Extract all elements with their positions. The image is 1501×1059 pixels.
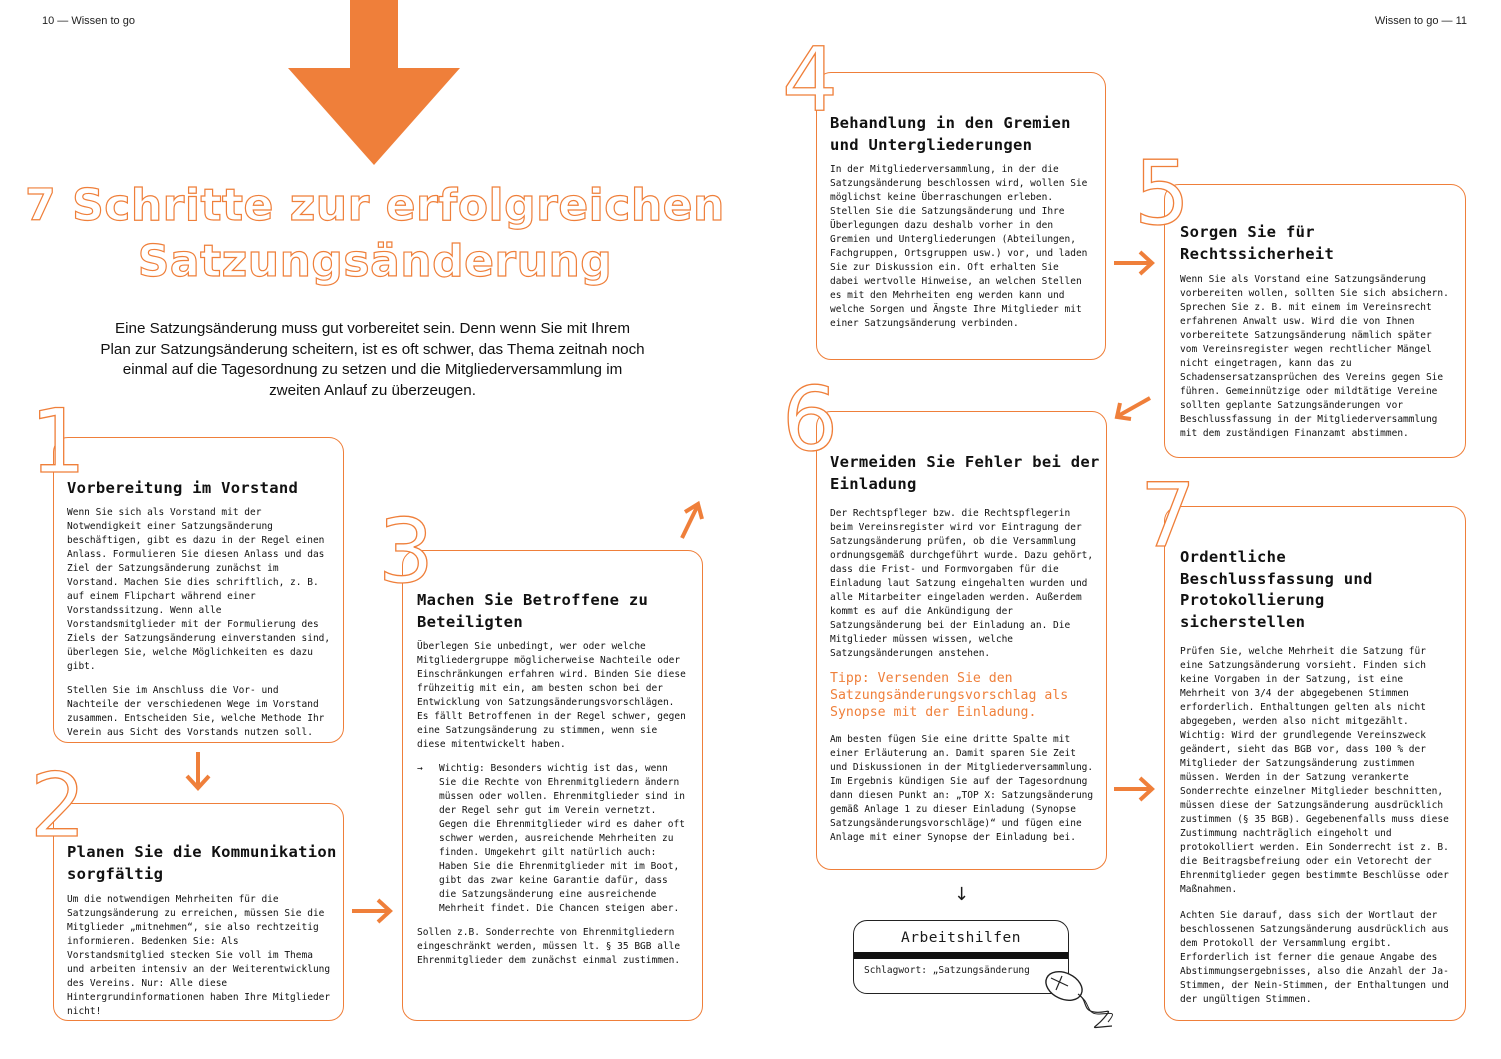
step-5-number: 5 [1134, 142, 1190, 245]
page-title-line-1: 7 Schritte zur erfolgreichen [25, 180, 725, 231]
step-1-number: 1 [30, 390, 86, 493]
arbeitshilfen-keyword: Schlagwort: „Satzungsänderung [864, 965, 1030, 976]
step-1-body [67, 506, 332, 750]
page-title-line-2: Satzungsänderung [137, 236, 613, 287]
step-3-body [417, 640, 690, 978]
computer-mouse-icon [1042, 966, 1122, 1032]
step-7-paragraph-2: Achten Sie darauf, dass sich der Wortlaut der beschlossenen Satzungsänderung ausdrücklich aus dem Protokoll der Versammlung ergibt. Erforderlich ist ferner die genaue Angabe des Abstimmungsergebnisses, also die Anzahl der Ja-Stimmen, der Nein-Stimmen, der Enthaltungen und der ungültigen Stimmen. [1180, 910, 1449, 1005]
step-3-paragraph-2: Sollen z.B. Sonderrechte von Ehrenmitgliedern eingeschränkt werden, müssen lt. § 35 BGB alle Ehrenmitglieder dem zunächst einmal zustimmen. [417, 927, 681, 966]
step-5-paragraph-1: Wenn Sie als Vorstand eine Satzungsänderung vorbereiten wollen, sollten Sie sich absichern. Sprechen Sie z. B. mit einem im Vereinsrecht erfahrenen Anwalt usw. Wird die von Ihnen vorbereitete Satzungsänderung nämlich später vom Vereinsregister wegen rechtlicher Mängel nicht eingetragen, kann das zu Schadensersatzansprüchen des Vereins gegen Sie führen. Gemeinnützige oder mildtätige Vereine sollten geplante Satzungsänderungen vor Beschlussfassung in der Mitgliederversammlung mit dem zuständigen Finanzamt abstimmen. [1180, 274, 1449, 439]
arrow-right-icon [352, 898, 394, 924]
step-2-number: 2 [30, 754, 86, 857]
arbeitshilfen-box[interactable] [853, 920, 1069, 994]
step-6-body-2 [830, 733, 1095, 855]
step-4-number: 4 [782, 28, 838, 131]
bullet-arrow-icon: → [417, 763, 423, 774]
arrow-down-left-icon [1112, 394, 1154, 422]
arbeitshilfen-title: Arbeitshilfen [901, 930, 1021, 946]
step-4-paragraph-1: In der Mitgliederversammlung, in der die Satzungsänderung beschlossen wird, wollen Sie möglichst keine Überraschungen erleben. Stellen Sie die Satzungsänderung und Ihre Überlegungen dazu deshalb vorher in den Gremien und Untergliederungen (Abteilungen, Fachgruppen, Ortsgruppen usw.) vor, und laden Sie zur Diskussion ein. Oft erhalten Sie dabei wertvolle Hinweise, an welchen Stellen es mit den Mehrheiten eng werden kann und welche Sorgen und Ängste Ihre Mitglieder mit einer Satzungsänderung verbinden. [830, 164, 1088, 329]
step-6-body [830, 507, 1095, 671]
arbeitshilfen-divider [854, 952, 1068, 959]
big-down-arrow-icon [288, 0, 460, 168]
step-6-paragraph-2: Am besten fügen Sie eine dritte Spalte mit einer Erläuterung an. Damit sparen Sie Zeit und Diskussionen in der Mitgliederversammlung. Im Ergebnis kündigen Sie auf der Tagesordnung dann diesen Punkt an: „TOP X: Satzungsänderung gemäß Anlage 1 zu dieser Einladung (Synopse Satzungsänderungsvorschläge)“ und fügen eine Anlage mit einer Synopse der Einladung bei. [830, 734, 1094, 843]
step-2-body [67, 893, 332, 1029]
step-5-body [1180, 273, 1453, 451]
step-7-heading: Ordentliche Beschlussfassung und Protokollierung sicherstellen [1180, 548, 1373, 631]
arbeitshilfen-down-arrow-icon: ↓ [954, 884, 970, 905]
step-7-paragraph-1: Prüfen Sie, welche Mehrheit die Satzung für eine Satzungsänderung vorsieht. Finden sich keine Vorgaben in der Satzung, ist eine Mehrheit von 3/4 der abgegebenen Stimmen erforderlich. Enthaltungen gelten als nicht abgegeben, werden also nicht mitgezählt. Wichtig: Wird der grundlegende Vereinszweck geändert, sieht das BGB vor, dass 100 % der Mitglieder der Satzungsänderung zustimmen müssen. Werden in der Satzung verankerte Sonderrechte einzelner Mitglieder beschnitten, müssen diese der Satzungsänderung ausdrücklich zustimmen (§ 35 BGB). Gegebenenfalls muss diese Zustimmung nachträglich eingeholt und protokolliert werden. Ein Sonderrecht ist z. B. die Beitragsbefreiung oder ein Vetorecht der Ehrenmitglieder gegen bestimmte Beschlüsse oder Maßnahmen. [1180, 646, 1449, 895]
step-6-paragraph-1: Der Rechtspfleger bzw. die Rechtspflegerin beim Vereinsregister wird vor Eintragung der Satzungsänderung prüfen, ob die Versammlung ordnungsgemäß durchgeführt wurde. Dazu gehört, dass die Frist- und Formvorgaben für die Einladung laut Satzung eingehalten wurden und alle Mitarbeiter eingeladen werden. Außerdem kommt es auf die Ankündigung der Satzungsänderung bei der Einladung an. Die Mitglieder müssen wissen, welche Satzungsänderungen anstehen. [830, 508, 1094, 659]
step-1-heading: Vorbereitung im Vorstand [67, 479, 299, 497]
step-3-number: 3 [378, 500, 434, 603]
step-2-heading: Planen Sie die Kommunikation sorgfältig [67, 843, 337, 883]
step-3-paragraph-1: Überlegen Sie unbedingt, wer oder welche Mitgliedergruppe möglicherweise Nachteile oder Einschränkungen erfahren wird. Binden Sie diese frühzeitig mit ein, am besten schon bei der Entwicklung von Satzungsänderungsvorschlägen. Es fällt Betroffenen in der Regel schwer, gegen eine Satzungsänderung zu stimmen, wenn sie diese mitentwickelt haben. [417, 641, 686, 750]
page-number-right: Wissen to go — 11 [1374, 15, 1467, 27]
step-6-number: 6 [782, 368, 838, 471]
step-6-heading: Vermeiden Sie Fehler bei der Einladung [830, 453, 1100, 493]
step-1-paragraph-2: Stellen Sie im Anschluss die Vor- und Nachteile der verschiedenen Wege im Vorstand zusammen. Entscheiden Sie, welche Methode Ihr Verein aus Sicht des Vorstands nutzen soll. [67, 685, 325, 738]
step-2-paragraph-1: Um die notwendigen Mehrheiten für die Satzungsänderung zu erreichen, müssen Sie die Mitglieder „mitnehmen“, sie also rechtzeitig informieren. Bedenken Sie: Als Vorstandsmitglied stecken Sie voll im Thema und arbeiten intensiv an der Weiterentwicklung des Vereins. Nur: Alle diese Hintergrundinformationen haben Ihre Mitglieder nicht! [67, 894, 331, 1017]
step-3-bullet-text: Wichtig: Besonders wichtig ist das, wenn Sie die Rechte von Ehrenmitgliedern ändern müssen oder wollen. Ehrenmitglieder sind in der Regel sehr gut im Verein vernetzt. Gegen die Ehrenmitglieder wird es daher oft schwer werden, ausreichende Mehrheiten zu finden. Umgekehrt gilt natürlich auch: Haben Sie die Ehrenmitglieder mit im Boot, gibt das zwar keine Garantie dafür, dass die Satzungsänderung eine ausreichende Mehrheit findet. Die Chancen steigen aber. [439, 763, 685, 914]
step-4-body [830, 163, 1093, 341]
step-5-heading: Sorgen Sie für Rechtssicherheit [1180, 223, 1335, 263]
arrow-right-icon [1114, 776, 1156, 802]
page-number-left: 10 — Wissen to go [42, 15, 135, 27]
arrow-down-icon [185, 752, 211, 792]
step-7-body [1180, 645, 1453, 1017]
step-1-paragraph-1: Wenn Sie sich als Vorstand mit der Notwendigkeit einer Satzungsänderung beschäftigen, gibt es dazu in der Regel einen Anlass. Formulieren Sie diesen Anlass und das Ziel der Satzungsänderung zunächst im Vorstand. Machen Sie dies schriftlich, z. B. auf einem Flipchart während einer Vorstandssitzung. Wenn alle Vorstandsmitglieder mit der Formulierung des Ziels der Satzungsänderung einverstanden sind, überlegen Sie, welche Möglichkeiten es dazu gibt. [67, 507, 331, 672]
arrow-right-icon [1114, 250, 1156, 276]
intro-text: Eine Satzungsänderung muss gut vorbereitet sein. Denn wenn Sie mit Ihrem Plan zur Satzungsänderung scheitern, ist es oft schwer, das Thema zeitnah noch einmal auf die Tagesordnung zu setzen und die Mitgliederversammlung im zweiten Anlauf zu überzeugen. [100, 320, 645, 399]
page-title [20, 178, 730, 290]
step-4-heading: Behandlung in den Gremien und Untergliederungen [830, 114, 1071, 154]
step-3-bullet [417, 762, 690, 916]
step-6-tip: Tipp: Versenden Sie den Satzungsänderungsvorschlag als Synopse mit der Einladung. [830, 671, 1069, 720]
step-7-number: 7 [1140, 464, 1196, 567]
arrow-up-right-icon [676, 500, 706, 542]
step-3-heading: Machen Sie Betroffene zu Beteiligten [417, 591, 649, 631]
